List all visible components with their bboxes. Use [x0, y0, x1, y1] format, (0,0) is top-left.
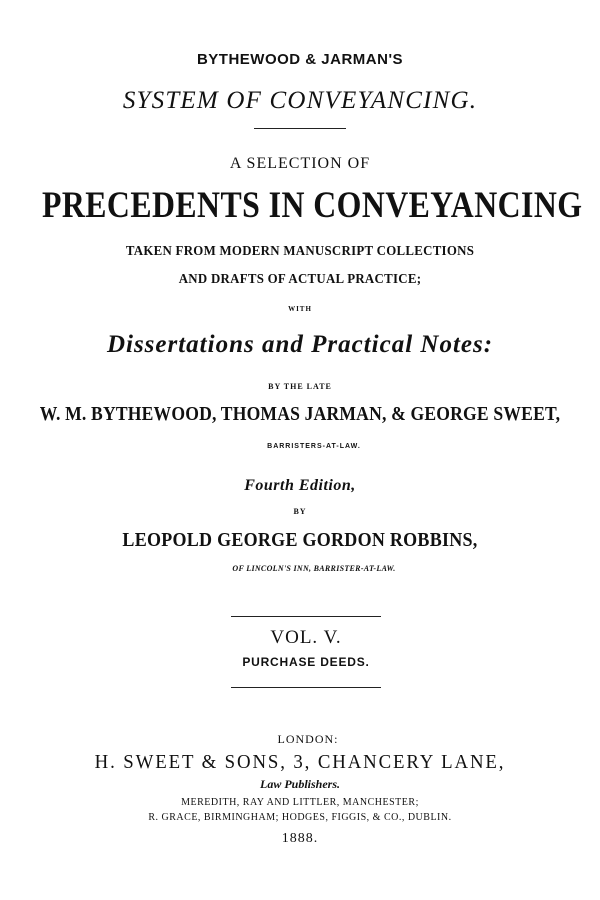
volume-subject: PURCHASE DEEDS.	[242, 655, 370, 669]
by-the-late-label: BY THE LATE	[268, 382, 332, 391]
by-label: BY	[293, 507, 307, 516]
series-subtitle: SYSTEM OF CONVEYANCING.	[122, 87, 478, 114]
volume-number: VOL. V.	[270, 627, 342, 648]
author-role: BARRISTERS-AT-LAW.	[267, 443, 361, 450]
subtitle-line-2: AND DRAFTS OF ACTUAL PRACTICE;	[178, 272, 422, 287]
agents-line-2: R. GRACE, BIRMINGHAM; HODGES, FIGGIS, & CO., DUBLIN.	[148, 812, 452, 823]
publication-year: 1888.	[281, 831, 319, 846]
divider-rule-volume-bottom	[231, 687, 381, 688]
edition-label: Fourth Edition,	[244, 477, 356, 494]
with-label: WITH	[288, 305, 312, 313]
subtitle-line-1: TAKEN FROM MODERN MANUSCRIPT COLLECTIONS	[125, 244, 475, 259]
main-title: PRECEDENTS IN CONVEYANCING	[42, 185, 583, 226]
publisher-name: H. SWEET & SONS, 3, CHANCERY LANE,	[94, 751, 506, 773]
series-title: BYTHEWOOD & JARMAN'S	[196, 51, 404, 68]
publisher-role: Law Publishers.	[259, 777, 340, 791]
divider-rule-volume-top	[231, 616, 381, 617]
agents-line-1: MEREDITH, RAY AND LITTLER, MANCHESTER;	[181, 797, 419, 808]
imprint-city: LONDON:	[277, 732, 339, 746]
dissertations-line: Dissertations and Practical Notes:	[106, 331, 494, 358]
editor-name: LEOPOLD GEORGE GORDON ROBBINS,	[122, 529, 478, 551]
divider-rule-top	[254, 128, 346, 129]
title-intro: A SELECTION OF	[229, 155, 371, 172]
author-names: W. M. BYTHEWOOD, THOMAS JARMAN, & GEORGE SWEET,	[39, 403, 561, 425]
editor-affiliation: OF LINCOLN'S INN, BARRISTER-AT-LAW.	[232, 564, 396, 573]
